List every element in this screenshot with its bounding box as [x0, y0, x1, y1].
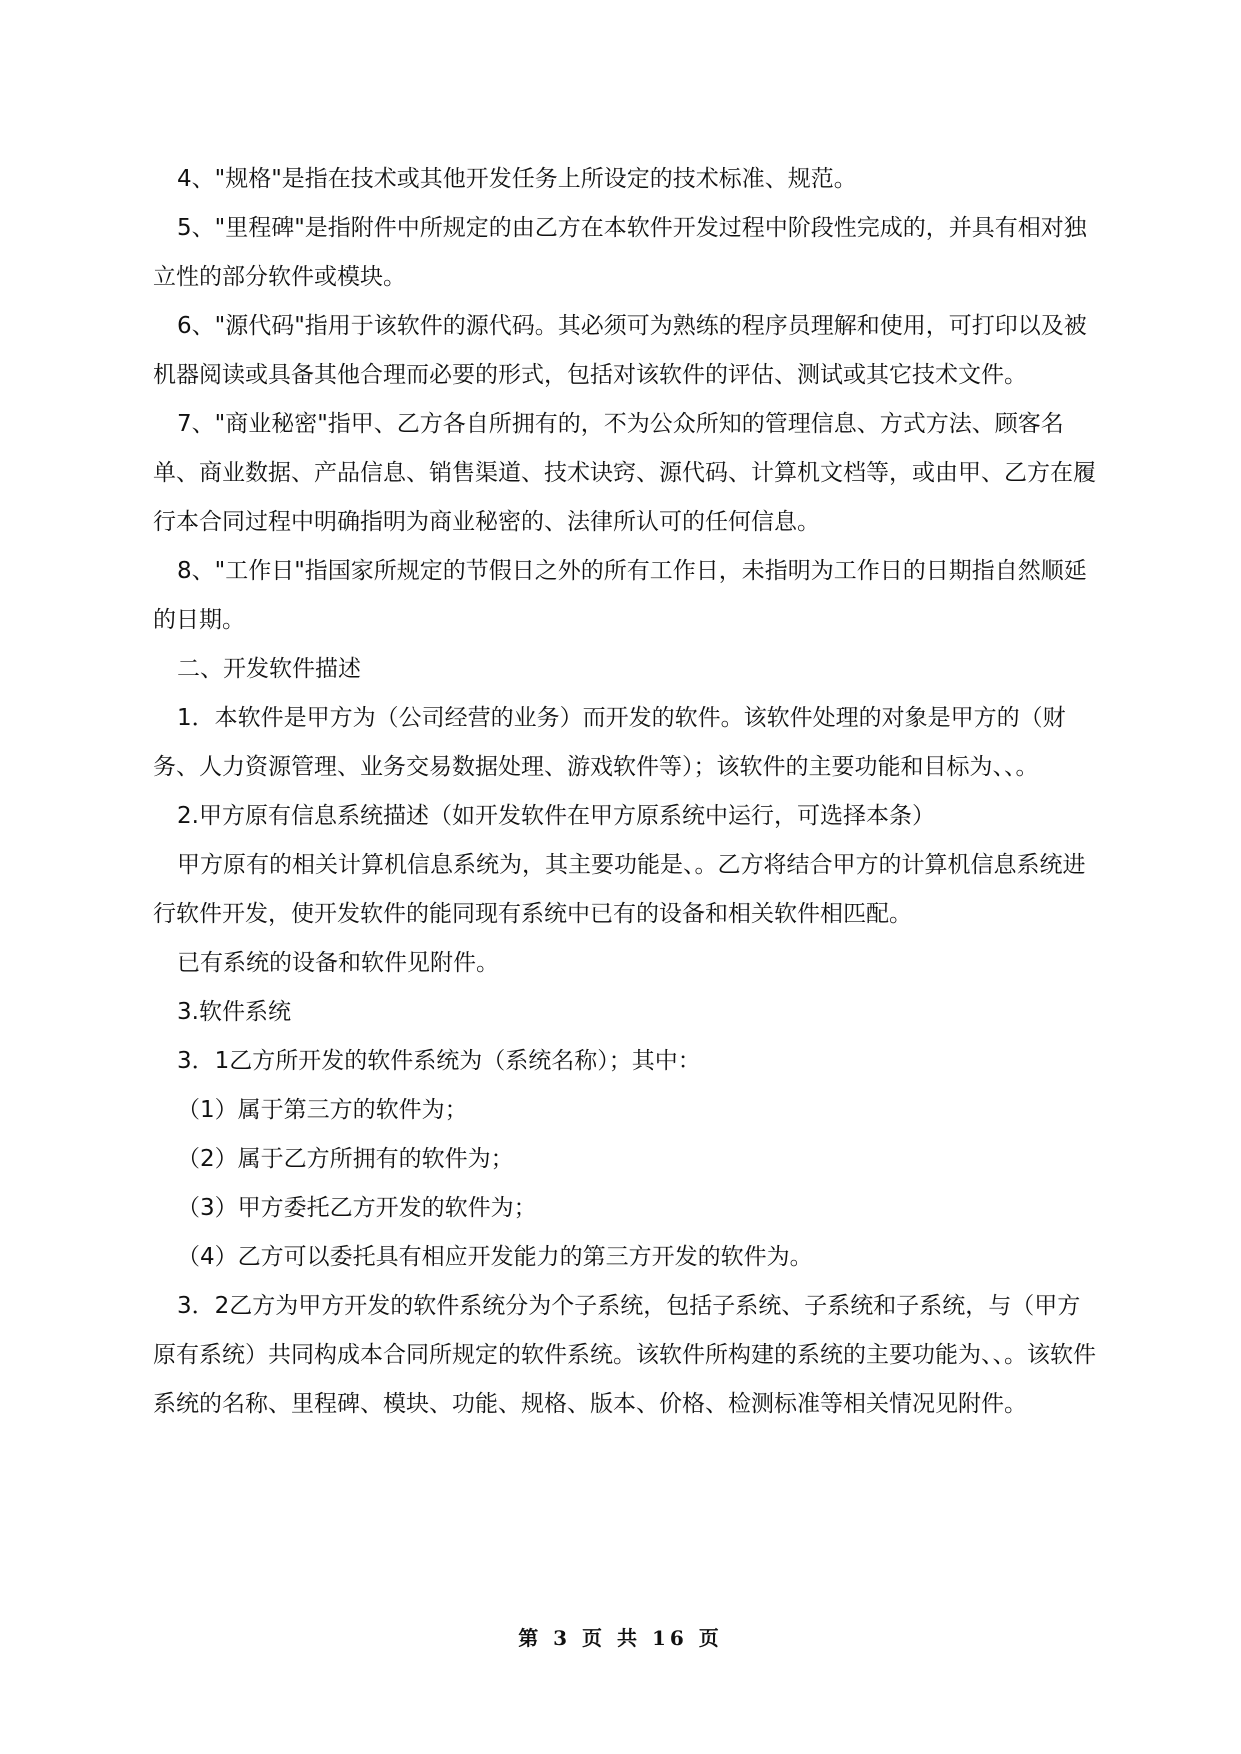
document-body	[153, 155, 1101, 1429]
definition-source-code: 6、"源代码"指用于该软件的源代码。其必须可为熟练的程序员理解和使用，可打印以及被机器阅读或具备其他合理而必要的形式，包括对该软件的评估、测试或其它技术文件。	[153, 313, 1087, 388]
definition-spec: 4、"规格"是指在技术或其他开发任务上所设定的技术标准、规范。	[177, 166, 857, 192]
page-number-footer: 第 3 页 共 16 页	[518, 1626, 723, 1650]
clause-3-1-item-4: （4）乙方可以委托具有相应开发能力的第三方开发的软件为。	[177, 1244, 813, 1270]
clause-3-1: 3．1乙方所开发的软件系统为（系统名称）；其中：	[177, 1048, 701, 1074]
clause-2-attachment-note: 已有系统的设备和软件见附件。	[177, 950, 499, 976]
clause-2-body: 甲方原有的相关计算机信息系统为，其主要功能是、。乙方将结合甲方的计算机信息系统进行软件开发，使开发软件的能同现有系统中已有的设备和相关软件相匹配。	[153, 852, 1086, 927]
section-heading-software-description: 二、开发软件描述	[177, 656, 361, 682]
definition-workday: 8、"工作日"指国家所规定的节假日之外的所有工作日，未指明为工作日的日期指自然顺延的日期。	[153, 558, 1087, 633]
clause-3-1-item-1: （1）属于第三方的软件为；	[177, 1097, 468, 1123]
clause-1-software-purpose: 1．本软件是甲方为（公司经营的业务）而开发的软件。该软件处理的对象是甲方的（财务、人力资源管理、业务交易数据处理、游戏软件等）；该软件的主要功能和目标为、、。	[153, 705, 1066, 780]
clause-3-heading: 3.软件系统	[177, 999, 291, 1025]
clause-2-heading: 2.甲方原有信息系统描述（如开发软件在甲方原系统中运行，可选择本条）	[177, 803, 935, 829]
definition-milestone: 5、"里程碑"是指附件中所规定的由乙方在本软件开发过程中阶段性完成的，并具有相对独立性的部分软件或模块。	[153, 215, 1087, 290]
clause-3-1-item-2: （2）属于乙方所拥有的软件为；	[177, 1146, 514, 1172]
clause-3-2: 3．2乙方为甲方开发的软件系统分为个子系统，包括子系统、子系统和子系统，与（甲方原有系统）共同构成本合同所规定的软件系统。该软件所构建的系统的主要功能为、、。该软件系统的名称、里程碑、模块、功能、规格、版本、价格、检测标准等相关情况见附件。	[153, 1293, 1096, 1417]
definition-trade-secret: 7、"商业秘密"指甲、乙方各自所拥有的，不为公众所知的管理信息、方式方法、顾客名单、商业数据、产品信息、销售渠道、技术诀窍、源代码、计算机文档等，或由甲、乙方在履行本合同过程中明确指明为商业秘密的、法律所认可的任何信息。	[153, 411, 1096, 535]
clause-3-1-item-3: （3）甲方委托乙方开发的软件为；	[177, 1195, 537, 1221]
